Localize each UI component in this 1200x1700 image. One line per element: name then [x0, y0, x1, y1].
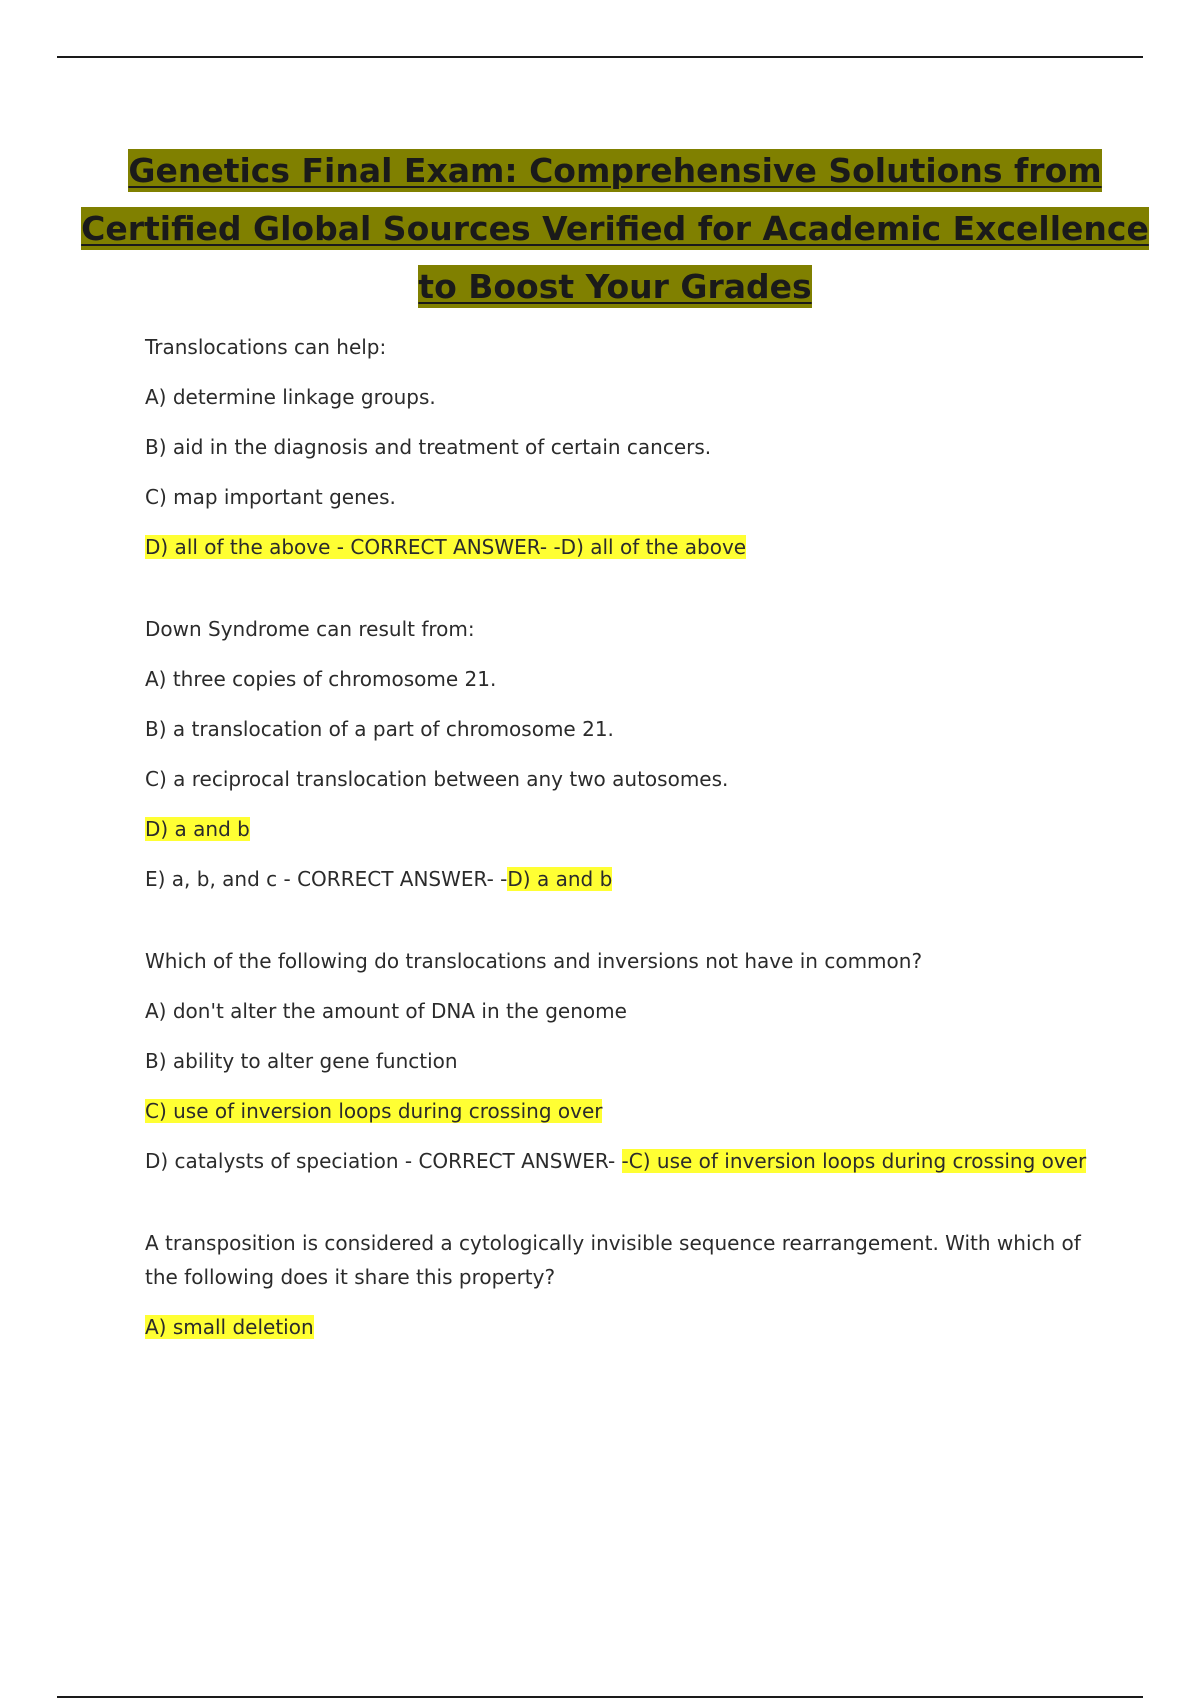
question-prompt: A transposition is considered a cytologically invisible sequence rearrangement. With which of the following does it share this property?: [145, 1231, 1081, 1289]
option-b: B) ability to alter gene function: [145, 1049, 458, 1073]
question-prompt: Which of the following do translocations and inversions not have in common?: [145, 949, 923, 973]
top-rule: [57, 56, 1143, 58]
page-title: [80, 142, 1150, 316]
question-2: [145, 612, 1090, 896]
option-e: [145, 862, 1090, 896]
option-b: B) a translocation of a part of chromosome 21.: [145, 717, 614, 741]
bottom-rule: [57, 1696, 1143, 1698]
page-title-text: Genetics Final Exam: Comprehensive Solutions from Certified Global Sources Verified for Academic Excellence to Boost Your Grades: [81, 151, 1149, 306]
question-prompt: Down Syndrome can result from:: [145, 617, 475, 641]
correct-answer-highlight: D) all of the above - CORRECT ANSWER- -D) all of the above: [145, 535, 747, 559]
question-3: [145, 944, 1090, 1178]
option-a: A) three copies of chromosome 21.: [145, 667, 497, 691]
option-c: [145, 1094, 1090, 1128]
option-a: A) don't alter the amount of DNA in the genome: [145, 999, 627, 1023]
option-d: [145, 530, 1090, 564]
correct-option-highlight: C) use of inversion loops during crossing over: [145, 1099, 603, 1123]
option-a: [145, 1310, 1090, 1344]
correct-option-highlight: A) small deletion: [145, 1315, 314, 1339]
correct-answer-highlight: D) a and b: [507, 867, 613, 891]
option-a: A) determine linkage groups.: [145, 385, 436, 409]
question-1: [145, 330, 1090, 564]
question-prompt: Translocations can help:: [145, 335, 387, 359]
option-e-text: E) a, b, and c - CORRECT ANSWER- -: [145, 867, 508, 891]
option-d-text: D) catalysts of speciation - CORRECT ANSWER-: [145, 1149, 622, 1173]
question-4: [145, 1226, 1090, 1344]
option-c: C) a reciprocal translocation between any two autosomes.: [145, 767, 729, 791]
option-c: C) map important genes.: [145, 485, 396, 509]
option-b: B) aid in the diagnosis and treatment of certain cancers.: [145, 435, 712, 459]
option-d: [145, 1144, 1090, 1178]
correct-answer-highlight: -C) use of inversion loops during crossing over: [621, 1149, 1087, 1173]
option-d: [145, 812, 1090, 846]
document-body: [145, 330, 1090, 1392]
correct-option-highlight: D) a and b: [145, 817, 250, 841]
